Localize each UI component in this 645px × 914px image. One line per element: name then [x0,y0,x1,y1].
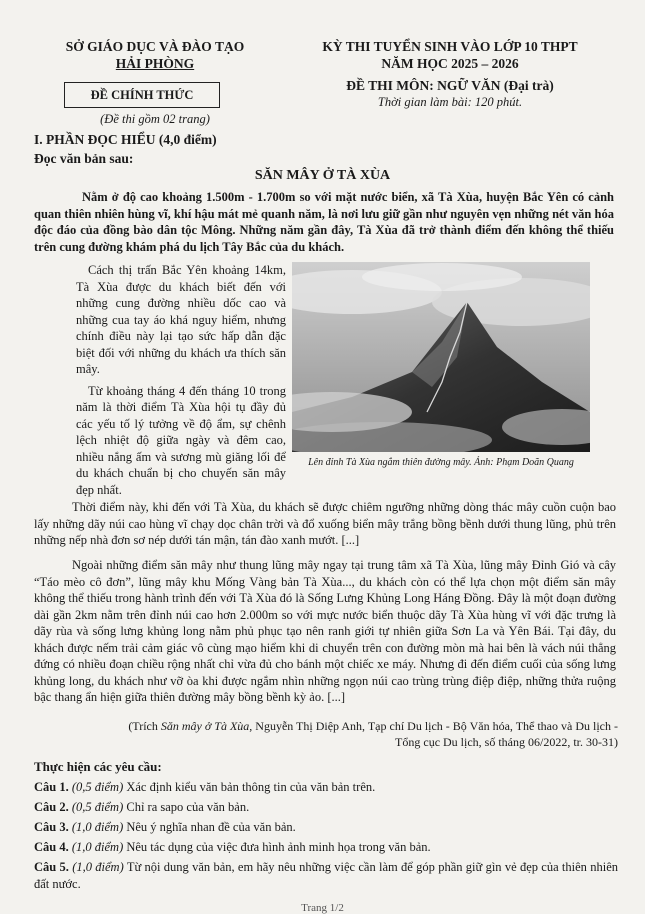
source-citation [34,719,618,750]
page-number: Trang 1/2 [301,902,344,914]
paragraph-2: Từ khoảng tháng 4 đến tháng 10 trong năm là thời điểm Tà Xùa hội tụ đầy đủ các yếu tố lý tưởng về độ ẩm, sự chênh lệch nhiệt độ giữa ngày và đêm cao, nhiều nắng ấm và sương mù giăng lối để du khách chuẩn bị cho chuyến săn mây đẹp nhất. [76,383,286,497]
question-2: Câu 2. (0,5 điểm) Chỉ ra sapo của văn bản. [34,800,250,814]
requirements-heading: Thực hiện các yêu cầu: [34,759,162,774]
exam-time: Thời gian làm bài: 120 phút. [377,95,523,109]
paragraph-4: Ngoài những điểm săn mây như thung lũng mây ngay tại trung tâm xã Tà Xùa, lũng mây Đỉnh Gió và cây “Táo mèo cô đơn”, lũng mây khu Mống Vàng bản Tà Xùa..., du khách còn có thể lựa chọn một điểm săn mây không thể thiếu trong hành trình đến với Tà Xùa đó là Sống Lưng Khủng Long Háng Đồng. Đây là một đoạn đường dài gần 2km nằm trên đỉnh núi cao hơn 2.000m so với mực nước biển thuộc dãy Tà Xùa hùng vĩ với đặc trưng là dãy rùa và sống lưng khủng long nằm phủ phục tạo nên ranh giới tự nhiên giữa Sơn La và Yên Bái. Tại đây, du khách được nếm trải cảm giác vô cùng mạo hiểm khi di chuyển trên con đường mòn mà hai bên là vách núi thẳng đứng có nhiều đoạn chiều rộng nhất chỉ vừa đủ cho bánh một chiếc xe máy. Nhưng đi đến điểm cuối của sống lưng khủng long, du khách như vỡ òa khi được ngắm nhìn những ngọn núi cao trùng trùng điệp điệp, những thửa ruộng bậc thang ẩn hiện giữa thiên đường mây bồng bềnh kỳ ảo. [...] [34,558,616,704]
question-4: Câu 4. (1,0 điểm) Nêu tác dụng của việc đưa hình ảnh minh họa trong văn bản. [34,840,431,854]
source-title: Săn mây ở Tà Xùa [160,719,250,733]
exam-header [290,38,610,111]
article-sapo: Nằm ở độ cao khoảng 1.500m - 1.700m so với mặt nước biển, xã Tà Xùa, huyện Bắc Yên có cảnh quan thiên nhiên hùng vĩ, khí hậu mát mẻ quanh năm, là nơi lưu giữ gần như nguyên vẹn những nét văn hóa độc đáo của đồng bào dân tộc Mông. Những năm gần đây, Tà Xùa đã trở thành điểm đến không thể thiếu trên cung đường khám phá du lịch Tây Bắc của du khách. [34,190,614,254]
photo-caption: Lên đỉnh Tà Xùa ngắm thiên đường mây. Ảnh: Phạm Doãn Quang [308,457,574,468]
paragraph-1: Cách thị trấn Bắc Yên khoảng 14km, Tà Xùa được du khách biết đến với những cung đường nhiều dốc cao và những cua tay áo khá nguy hiểm, nhưng chính điều này lại tạo sức hấp dẫn đặc biệt đối với những du khách ưa thích săn mây. [76,263,286,376]
question-5: Câu 5. (1,0 điểm) Từ nội dung văn bản, em hãy nêu những việc cần làm để góp phần giữ gìn vẻ đẹp của thiên nhiên đất nước. [34,860,618,891]
question-1: Câu 1. (0,5 điểm) Xác định kiểu văn bản thông tin của văn bản trên. [34,780,376,794]
question-3: Câu 3. (1,0 điểm) Nêu ý nghĩa nhan đề của văn bản. [34,820,296,834]
read-instruction: Đọc văn bản sau: [34,151,134,166]
mountain-photo [292,262,590,452]
official-exam-box: ĐỀ CHÍNH THỨC [64,82,220,108]
article-title: SĂN MÂY Ở TÀ XÙA [254,168,391,183]
source-line-1: (Trích Săn mây ở Tà Xùa, Nguyễn Thị Diệp Anh, Tạp chí Du lịch - Bộ Văn hóa, Thể thao và Du lịch - [128,719,618,733]
left-column-text [76,262,286,498]
city-name: HẢI PHÒNG [115,56,195,71]
section-heading: I. PHẦN ĐỌC HIỂU (4,0 điểm) [34,132,217,147]
school-year: NĂM HỌC 2025 – 2026 [381,56,519,71]
exam-name: KỲ THI TUYỂN SINH VÀO LỚP 10 THPT [322,39,578,54]
page-count-note: (Đề thi gồm 02 trang) [100,112,210,126]
paragraph-3: Thời điểm này, khi đến với Tà Xùa, du khách sẽ được chiêm ngưỡng những dòng thác mây cuồn cuộn bao lấy những dãy núi cao hùng vĩ chạy dọc chân trời và đổ xuống biển mây trắng bồng bềnh dưới thung lũng, phủ trên những nếp nhà đơn sơ nép dưới tán mận, tán đào xanh mướt. [...] [34,500,616,547]
department-header [40,38,270,72]
exam-subject: ĐỀ THI MÔN: NGỮ VĂN (Đại trà) [346,78,554,93]
department-name: SỞ GIÁO DỤC VÀ ĐÀO TẠO [65,39,245,54]
source-line-2: Tổng cục Du lịch, số tháng 06/2022, tr. 30-31) [395,734,618,749]
